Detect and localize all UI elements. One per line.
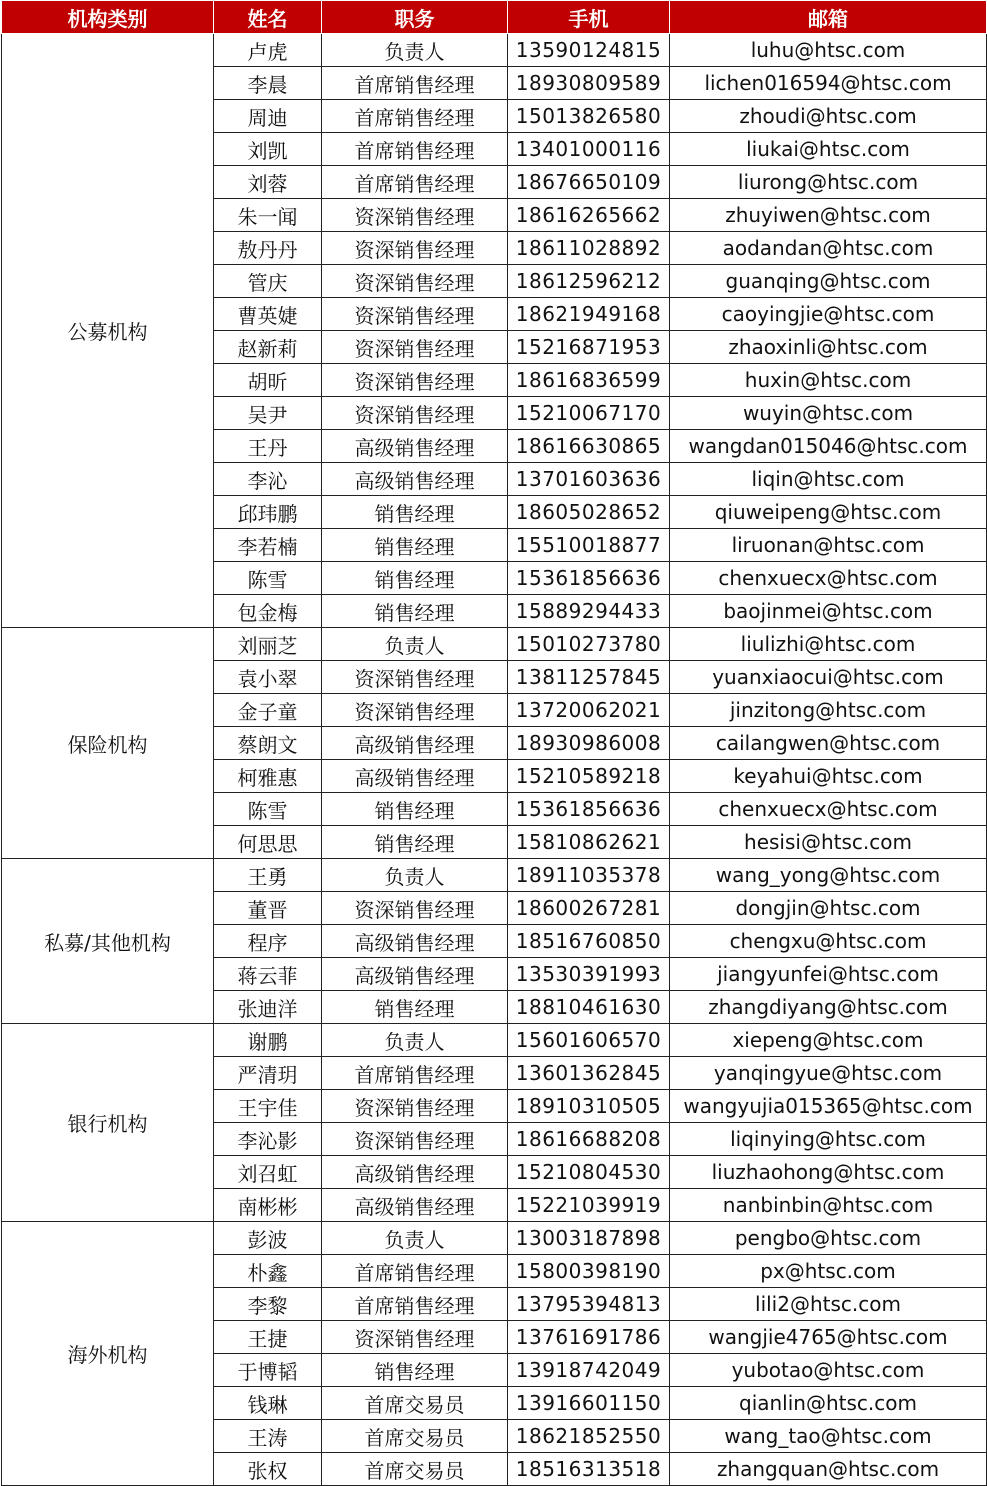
category-cell: 保险机构: [2, 628, 214, 859]
contact-email: zhangdiyang@htsc.com: [670, 991, 987, 1024]
contact-phone: 15210067170: [508, 397, 670, 430]
contact-email: qiuweipeng@htsc.com: [670, 496, 987, 529]
contact-name: 曹英婕: [214, 298, 322, 331]
contact-title: 销售经理: [322, 1354, 508, 1387]
contact-title: 首席销售经理: [322, 1255, 508, 1288]
contact-name: 袁小翠: [214, 661, 322, 694]
contact-title: 销售经理: [322, 562, 508, 595]
contact-phone: 18616688208: [508, 1123, 670, 1156]
table-row: [2, 859, 987, 892]
contact-title: 负责人: [322, 34, 508, 67]
contact-name: 李晨: [214, 67, 322, 100]
contact-email: yubotao@htsc.com: [670, 1354, 987, 1387]
contact-email: cailangwen@htsc.com: [670, 727, 987, 760]
contact-title: 资深销售经理: [322, 232, 508, 265]
contact-name: 刘蓉: [214, 166, 322, 199]
contact-phone: 18810461630: [508, 991, 670, 1024]
contact-name: 严清玥: [214, 1057, 322, 1090]
contact-phone: 18616836599: [508, 364, 670, 397]
contact-title: 资深销售经理: [322, 1321, 508, 1354]
contact-title: 首席交易员: [322, 1387, 508, 1420]
contact-phone: 18676650109: [508, 166, 670, 199]
contact-name: 陈雪: [214, 562, 322, 595]
contact-name: 彭波: [214, 1222, 322, 1255]
contact-phone: 18621949168: [508, 298, 670, 331]
contact-name: 陈雪: [214, 793, 322, 826]
contact-title: 首席销售经理: [322, 1057, 508, 1090]
contact-title: 销售经理: [322, 826, 508, 859]
table-row: [2, 628, 987, 661]
contact-email: guanqing@htsc.com: [670, 265, 987, 298]
contact-phone: 18616630865: [508, 430, 670, 463]
table-row: [2, 1024, 987, 1057]
contact-email: chenxuecx@htsc.com: [670, 793, 987, 826]
contact-phone: 18600267281: [508, 892, 670, 925]
contact-name: 李黎: [214, 1288, 322, 1321]
contact-title: 资深销售经理: [322, 1090, 508, 1123]
contact-phone: 13795394813: [508, 1288, 670, 1321]
contact-email: liuzhaohong@htsc.com: [670, 1156, 987, 1189]
contact-name: 张迪洋: [214, 991, 322, 1024]
contact-email: zhoudi@htsc.com: [670, 100, 987, 133]
contact-name: 敖丹丹: [214, 232, 322, 265]
contacts-table: [1, 0, 987, 1486]
contact-title: 销售经理: [322, 991, 508, 1024]
contact-name: 谢鹏: [214, 1024, 322, 1057]
contact-email: luhu@htsc.com: [670, 34, 987, 67]
contact-email: wangyujia015365@htsc.com: [670, 1090, 987, 1123]
contact-email: wangdan015046@htsc.com: [670, 430, 987, 463]
contact-phone: 18612596212: [508, 265, 670, 298]
contact-phone: 18910310505: [508, 1090, 670, 1123]
contact-email: wangjie4765@htsc.com: [670, 1321, 987, 1354]
contact-phone: 13601362845: [508, 1057, 670, 1090]
contact-name: 朴鑫: [214, 1255, 322, 1288]
contact-name: 于博韬: [214, 1354, 322, 1387]
contact-phone: 13401000116: [508, 133, 670, 166]
contact-title: 负责人: [322, 1024, 508, 1057]
contact-phone: 18616265662: [508, 199, 670, 232]
contact-email: chenxuecx@htsc.com: [670, 562, 987, 595]
contact-phone: 18930809589: [508, 67, 670, 100]
contact-email: aodandan@htsc.com: [670, 232, 987, 265]
category-cell: 公募机构: [2, 34, 214, 628]
contact-title: 高级销售经理: [322, 925, 508, 958]
contact-email: chengxu@htsc.com: [670, 925, 987, 958]
contact-name: 王宇佳: [214, 1090, 322, 1123]
contact-name: 包金梅: [214, 595, 322, 628]
contact-title: 销售经理: [322, 793, 508, 826]
contact-email: zhangquan@htsc.com: [670, 1453, 987, 1486]
contact-title: 资深销售经理: [322, 892, 508, 925]
contact-name: 卢虎: [214, 34, 322, 67]
contact-phone: 13918742049: [508, 1354, 670, 1387]
contact-title: 负责人: [322, 628, 508, 661]
category-cell: 银行机构: [2, 1024, 214, 1222]
contact-phone: 18516313518: [508, 1453, 670, 1486]
contact-name: 王丹: [214, 430, 322, 463]
contact-name: 张权: [214, 1453, 322, 1486]
contact-email: lili2@htsc.com: [670, 1288, 987, 1321]
contact-email: wang_tao@htsc.com: [670, 1420, 987, 1453]
contact-email: yuanxiaocui@htsc.com: [670, 661, 987, 694]
contact-phone: 18621852550: [508, 1420, 670, 1453]
contact-title: 资深销售经理: [322, 331, 508, 364]
contact-name: 蒋云菲: [214, 958, 322, 991]
contact-title: 负责人: [322, 1222, 508, 1255]
contact-email: liukai@htsc.com: [670, 133, 987, 166]
contact-email: hesisi@htsc.com: [670, 826, 987, 859]
header-phone: 手机: [508, 1, 670, 34]
contact-title: 资深销售经理: [322, 661, 508, 694]
contact-phone: 15510018877: [508, 529, 670, 562]
contact-name: 南彬彬: [214, 1189, 322, 1222]
header-name: 姓名: [214, 1, 322, 34]
contact-name: 王捷: [214, 1321, 322, 1354]
contact-phone: 18930986008: [508, 727, 670, 760]
contact-phone: 15601606570: [508, 1024, 670, 1057]
contact-title: 首席销售经理: [322, 100, 508, 133]
table-body: [2, 34, 987, 1486]
contact-name: 金子童: [214, 694, 322, 727]
table-header: [2, 1, 987, 34]
contact-name: 董晋: [214, 892, 322, 925]
contact-title: 高级销售经理: [322, 430, 508, 463]
contact-title: 销售经理: [322, 496, 508, 529]
contact-email: zhuyiwen@htsc.com: [670, 199, 987, 232]
contact-email: dongjin@htsc.com: [670, 892, 987, 925]
contact-title: 负责人: [322, 859, 508, 892]
contact-title: 高级销售经理: [322, 958, 508, 991]
contact-title: 高级销售经理: [322, 463, 508, 496]
contact-email: xiepeng@htsc.com: [670, 1024, 987, 1057]
contact-email: huxin@htsc.com: [670, 364, 987, 397]
contact-name: 刘凯: [214, 133, 322, 166]
contact-title: 资深销售经理: [322, 364, 508, 397]
contact-email: caoyingjie@htsc.com: [670, 298, 987, 331]
contact-title: 高级销售经理: [322, 1189, 508, 1222]
table-row: [2, 1222, 987, 1255]
contact-name: 李若楠: [214, 529, 322, 562]
contact-title: 资深销售经理: [322, 397, 508, 430]
contact-title: 首席销售经理: [322, 67, 508, 100]
contact-title: 首席销售经理: [322, 166, 508, 199]
contact-phone: 15810862621: [508, 826, 670, 859]
contact-email: liqin@htsc.com: [670, 463, 987, 496]
contact-phone: 18911035378: [508, 859, 670, 892]
contact-phone: 13720062021: [508, 694, 670, 727]
contact-phone: 13761691786: [508, 1321, 670, 1354]
contact-name: 李沁影: [214, 1123, 322, 1156]
contact-title: 高级销售经理: [322, 1156, 508, 1189]
contact-phone: 13590124815: [508, 34, 670, 67]
contact-name: 钱琳: [214, 1387, 322, 1420]
contact-email: jiangyunfei@htsc.com: [670, 958, 987, 991]
contact-phone: 15889294433: [508, 595, 670, 628]
header-email: 邮箱: [670, 1, 987, 34]
header-category: 机构类别: [2, 1, 214, 34]
contact-email: yanqingyue@htsc.com: [670, 1057, 987, 1090]
contact-phone: 15013826580: [508, 100, 670, 133]
contact-phone: 15800398190: [508, 1255, 670, 1288]
contact-email: liqinying@htsc.com: [670, 1123, 987, 1156]
contact-phone: 15210804530: [508, 1156, 670, 1189]
contact-email: nanbinbin@htsc.com: [670, 1189, 987, 1222]
contact-email: wuyin@htsc.com: [670, 397, 987, 430]
contact-title: 销售经理: [322, 529, 508, 562]
contact-phone: 13811257845: [508, 661, 670, 694]
contact-email: liruonan@htsc.com: [670, 529, 987, 562]
contact-email: jinzitong@htsc.com: [670, 694, 987, 727]
contact-name: 邱玮鹏: [214, 496, 322, 529]
contact-phone: 15361856636: [508, 793, 670, 826]
contact-title: 资深销售经理: [322, 694, 508, 727]
contact-phone: 13701603636: [508, 463, 670, 496]
contact-name: 朱一闻: [214, 199, 322, 232]
contact-title: 首席交易员: [322, 1453, 508, 1486]
contact-title: 资深销售经理: [322, 199, 508, 232]
contact-email: zhaoxinli@htsc.com: [670, 331, 987, 364]
contact-name: 李沁: [214, 463, 322, 496]
contact-phone: 13003187898: [508, 1222, 670, 1255]
contact-email: keyahui@htsc.com: [670, 760, 987, 793]
contact-email: liurong@htsc.com: [670, 166, 987, 199]
contact-name: 胡昕: [214, 364, 322, 397]
contact-name: 刘召虹: [214, 1156, 322, 1189]
contact-name: 周迪: [214, 100, 322, 133]
contact-email: lichen016594@htsc.com: [670, 67, 987, 100]
contact-title: 资深销售经理: [322, 265, 508, 298]
contact-name: 管庆: [214, 265, 322, 298]
contact-title: 首席销售经理: [322, 1288, 508, 1321]
contact-email: pengbo@htsc.com: [670, 1222, 987, 1255]
contact-name: 蔡朗文: [214, 727, 322, 760]
contact-phone: 13916601150: [508, 1387, 670, 1420]
contact-phone: 15216871953: [508, 331, 670, 364]
contact-email: px@htsc.com: [670, 1255, 987, 1288]
contact-name: 王涛: [214, 1420, 322, 1453]
contact-title: 高级销售经理: [322, 727, 508, 760]
contact-phone: 18605028652: [508, 496, 670, 529]
table-row: [2, 34, 987, 67]
contact-title: 首席销售经理: [322, 133, 508, 166]
category-cell: 私募/其他机构: [2, 859, 214, 1024]
contact-name: 程序: [214, 925, 322, 958]
contact-email: qianlin@htsc.com: [670, 1387, 987, 1420]
contact-email: baojinmei@htsc.com: [670, 595, 987, 628]
contact-name: 何思思: [214, 826, 322, 859]
contact-name: 吴尹: [214, 397, 322, 430]
contact-phone: 18516760850: [508, 925, 670, 958]
contact-name: 赵新莉: [214, 331, 322, 364]
contact-phone: 15361856636: [508, 562, 670, 595]
contact-title: 资深销售经理: [322, 298, 508, 331]
contact-name: 刘丽芝: [214, 628, 322, 661]
contact-name: 王勇: [214, 859, 322, 892]
contact-title: 销售经理: [322, 595, 508, 628]
contact-title: 资深销售经理: [322, 1123, 508, 1156]
contact-title: 高级销售经理: [322, 760, 508, 793]
category-cell: 海外机构: [2, 1222, 214, 1486]
header-row: [2, 1, 987, 34]
contact-phone: 15010273780: [508, 628, 670, 661]
contact-phone: 15221039919: [508, 1189, 670, 1222]
header-title: 职务: [322, 1, 508, 34]
contact-email: liulizhi@htsc.com: [670, 628, 987, 661]
contact-phone: 18611028892: [508, 232, 670, 265]
contact-phone: 15210589218: [508, 760, 670, 793]
contact-phone: 13530391993: [508, 958, 670, 991]
contact-title: 首席交易员: [322, 1420, 508, 1453]
contact-name: 柯雅惠: [214, 760, 322, 793]
contact-email: wang_yong@htsc.com: [670, 859, 987, 892]
